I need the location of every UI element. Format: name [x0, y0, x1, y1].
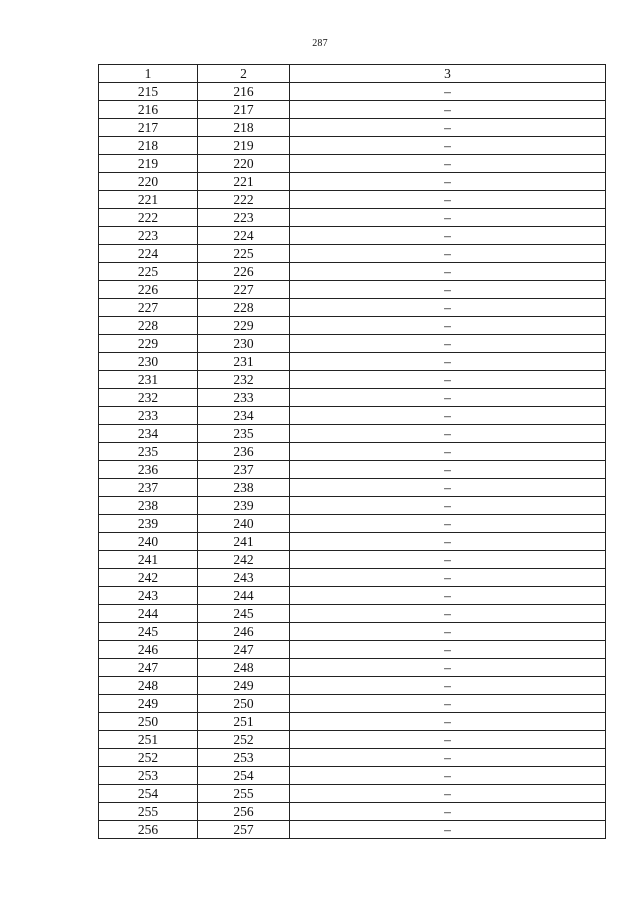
- table-cell-col-2: 235: [198, 425, 290, 443]
- table-cell-col-2: 219: [198, 137, 290, 155]
- table-cell-col-2: 218: [198, 119, 290, 137]
- table-cell-col-1: 232: [99, 389, 198, 407]
- table-row: [99, 515, 606, 533]
- table-cell-col-2: 250: [198, 695, 290, 713]
- table-row: [99, 173, 606, 191]
- table-cell-col-1: 219: [99, 155, 198, 173]
- table-cell-col-1: 248: [99, 677, 198, 695]
- table-cell-col-1: 255: [99, 803, 198, 821]
- table-row: [99, 785, 606, 803]
- column-header-1: 1: [99, 65, 198, 83]
- table-row: [99, 335, 606, 353]
- table-cell-col-3: –: [290, 605, 606, 623]
- table-row: [99, 569, 606, 587]
- table-cell-col-3: –: [290, 515, 606, 533]
- table-row: [99, 209, 606, 227]
- table-cell-col-3: –: [290, 551, 606, 569]
- table-cell-col-2: 253: [198, 749, 290, 767]
- table-row: [99, 551, 606, 569]
- table-row: [99, 353, 606, 371]
- table-row: [99, 425, 606, 443]
- table-cell-col-1: 241: [99, 551, 198, 569]
- table-cell-col-1: 222: [99, 209, 198, 227]
- table-cell-col-2: 226: [198, 263, 290, 281]
- table-cell-col-2: 225: [198, 245, 290, 263]
- table-cell-col-2: 251: [198, 713, 290, 731]
- table-cell-col-1: 256: [99, 821, 198, 839]
- table-cell-col-2: 252: [198, 731, 290, 749]
- table-cell-col-1: 225: [99, 263, 198, 281]
- table-cell-col-2: 239: [198, 497, 290, 515]
- table-row: [99, 461, 606, 479]
- table-cell-col-2: 237: [198, 461, 290, 479]
- table-cell-col-3: –: [290, 695, 606, 713]
- table-cell-col-3: –: [290, 443, 606, 461]
- table-row: [99, 821, 606, 839]
- table-cell-col-2: 221: [198, 173, 290, 191]
- table-cell-col-3: –: [290, 425, 606, 443]
- table-row: [99, 641, 606, 659]
- table-cell-col-1: 237: [99, 479, 198, 497]
- table-cell-col-2: 231: [198, 353, 290, 371]
- table-cell-col-1: 215: [99, 83, 198, 101]
- table-cell-col-3: –: [290, 155, 606, 173]
- table-row: [99, 479, 606, 497]
- table-cell-col-3: –: [290, 479, 606, 497]
- table-cell-col-1: 235: [99, 443, 198, 461]
- table-cell-col-3: –: [290, 407, 606, 425]
- table-cell-col-1: 227: [99, 299, 198, 317]
- table-row: [99, 245, 606, 263]
- table-cell-col-1: 223: [99, 227, 198, 245]
- table-cell-col-1: 252: [99, 749, 198, 767]
- table-row: [99, 443, 606, 461]
- table-cell-col-2: 242: [198, 551, 290, 569]
- table-cell-col-2: 256: [198, 803, 290, 821]
- table-cell-col-3: –: [290, 101, 606, 119]
- table-cell-col-2: 223: [198, 209, 290, 227]
- table-cell-col-2: 243: [198, 569, 290, 587]
- table-row: [99, 497, 606, 515]
- table-cell-col-2: 254: [198, 767, 290, 785]
- table-header: [99, 65, 606, 83]
- table-cell-col-1: 254: [99, 785, 198, 803]
- table-cell-col-2: 238: [198, 479, 290, 497]
- table-cell-col-1: 217: [99, 119, 198, 137]
- table-cell-col-1: 238: [99, 497, 198, 515]
- table-cell-col-3: –: [290, 191, 606, 209]
- table-cell-col-2: 233: [198, 389, 290, 407]
- table-cell-col-2: 232: [198, 371, 290, 389]
- table-cell-col-2: 248: [198, 659, 290, 677]
- table-cell-col-1: 234: [99, 425, 198, 443]
- table-cell-col-1: 240: [99, 533, 198, 551]
- page-number: 287: [312, 38, 328, 49]
- table-row: [99, 533, 606, 551]
- table-cell-col-2: 227: [198, 281, 290, 299]
- table-cell-col-1: 229: [99, 335, 198, 353]
- table-cell-col-2: 245: [198, 605, 290, 623]
- table-cell-col-3: –: [290, 245, 606, 263]
- table-cell-col-1: 243: [99, 587, 198, 605]
- table-cell-col-3: –: [290, 461, 606, 479]
- table-cell-col-3: –: [290, 209, 606, 227]
- table-cell-col-1: 245: [99, 623, 198, 641]
- table-cell-col-1: 216: [99, 101, 198, 119]
- table-cell-col-1: 251: [99, 731, 198, 749]
- table-cell-col-2: 246: [198, 623, 290, 641]
- table-row: [99, 605, 606, 623]
- table-row: [99, 767, 606, 785]
- table-row: [99, 659, 606, 677]
- column-header-2: 2: [198, 65, 290, 83]
- table-cell-col-1: 242: [99, 569, 198, 587]
- table-cell-col-2: 228: [198, 299, 290, 317]
- table-row: [99, 299, 606, 317]
- table-cell-col-3: –: [290, 173, 606, 191]
- table-cell-col-3: –: [290, 227, 606, 245]
- table-cell-col-3: –: [290, 677, 606, 695]
- table-cell-col-3: –: [290, 119, 606, 137]
- table-row: [99, 227, 606, 245]
- table-cell-col-3: –: [290, 317, 606, 335]
- column-header-3: 3: [290, 65, 606, 83]
- table-cell-col-2: 249: [198, 677, 290, 695]
- table-cell-col-3: –: [290, 371, 606, 389]
- data-table: [98, 64, 606, 839]
- table-cell-col-2: 224: [198, 227, 290, 245]
- table-cell-col-3: –: [290, 569, 606, 587]
- table-cell-col-2: 216: [198, 83, 290, 101]
- table-cell-col-3: –: [290, 299, 606, 317]
- table-cell-col-2: 236: [198, 443, 290, 461]
- table-cell-col-1: 247: [99, 659, 198, 677]
- table-cell-col-2: 230: [198, 335, 290, 353]
- table-cell-col-2: 247: [198, 641, 290, 659]
- table-cell-col-1: 239: [99, 515, 198, 533]
- table-cell-col-1: 246: [99, 641, 198, 659]
- table-cell-col-2: 241: [198, 533, 290, 551]
- table-row: [99, 281, 606, 299]
- table-cell-col-3: –: [290, 137, 606, 155]
- table-row: [99, 731, 606, 749]
- table-cell-col-3: –: [290, 713, 606, 731]
- table-cell-col-3: –: [290, 623, 606, 641]
- table-cell-col-1: 226: [99, 281, 198, 299]
- table-row: [99, 389, 606, 407]
- table-cell-col-1: 233: [99, 407, 198, 425]
- table-cell-col-3: –: [290, 767, 606, 785]
- table-cell-col-3: –: [290, 821, 606, 839]
- table-cell-col-2: 220: [198, 155, 290, 173]
- table-row: [99, 749, 606, 767]
- table-cell-col-2: 244: [198, 587, 290, 605]
- table-cell-col-3: –: [290, 263, 606, 281]
- table-row: [99, 587, 606, 605]
- table-row: [99, 119, 606, 137]
- table-cell-col-3: –: [290, 659, 606, 677]
- table-row: [99, 155, 606, 173]
- table-cell-col-1: 228: [99, 317, 198, 335]
- table-row: [99, 623, 606, 641]
- table-cell-col-2: 240: [198, 515, 290, 533]
- table-cell-col-3: –: [290, 785, 606, 803]
- table-row: [99, 317, 606, 335]
- table-cell-col-1: 250: [99, 713, 198, 731]
- table-cell-col-1: 224: [99, 245, 198, 263]
- table-cell-col-1: 253: [99, 767, 198, 785]
- table-cell-col-3: –: [290, 731, 606, 749]
- table-body: [99, 83, 606, 839]
- table-row: [99, 101, 606, 119]
- table-cell-col-1: 249: [99, 695, 198, 713]
- table-cell-col-3: –: [290, 641, 606, 659]
- table-cell-col-1: 220: [99, 173, 198, 191]
- table-row: [99, 803, 606, 821]
- table-cell-col-3: –: [290, 587, 606, 605]
- table-cell-col-1: 231: [99, 371, 198, 389]
- table-cell-col-3: –: [290, 749, 606, 767]
- table-row: [99, 191, 606, 209]
- table-cell-col-3: –: [290, 497, 606, 515]
- table-row: [99, 695, 606, 713]
- table-row: [99, 263, 606, 281]
- table-cell-col-2: 234: [198, 407, 290, 425]
- table-cell-col-2: 255: [198, 785, 290, 803]
- table-cell-col-3: –: [290, 281, 606, 299]
- header-row: [99, 65, 606, 83]
- table-cell-col-3: –: [290, 353, 606, 371]
- table-cell-col-3: –: [290, 83, 606, 101]
- table-row: [99, 677, 606, 695]
- table-cell-col-2: 229: [198, 317, 290, 335]
- table-row: [99, 407, 606, 425]
- table-row: [99, 713, 606, 731]
- table-row: [99, 371, 606, 389]
- table-row: [99, 83, 606, 101]
- table-cell-col-3: –: [290, 389, 606, 407]
- table-cell-col-2: 222: [198, 191, 290, 209]
- table-row: [99, 137, 606, 155]
- table-cell-col-3: –: [290, 803, 606, 821]
- table-cell-col-1: 230: [99, 353, 198, 371]
- table-cell-col-1: 244: [99, 605, 198, 623]
- table-cell-col-2: 217: [198, 101, 290, 119]
- table-cell-col-2: 257: [198, 821, 290, 839]
- table-cell-col-1: 221: [99, 191, 198, 209]
- table-cell-col-3: –: [290, 335, 606, 353]
- table-cell-col-1: 218: [99, 137, 198, 155]
- table-cell-col-1: 236: [99, 461, 198, 479]
- table-cell-col-3: –: [290, 533, 606, 551]
